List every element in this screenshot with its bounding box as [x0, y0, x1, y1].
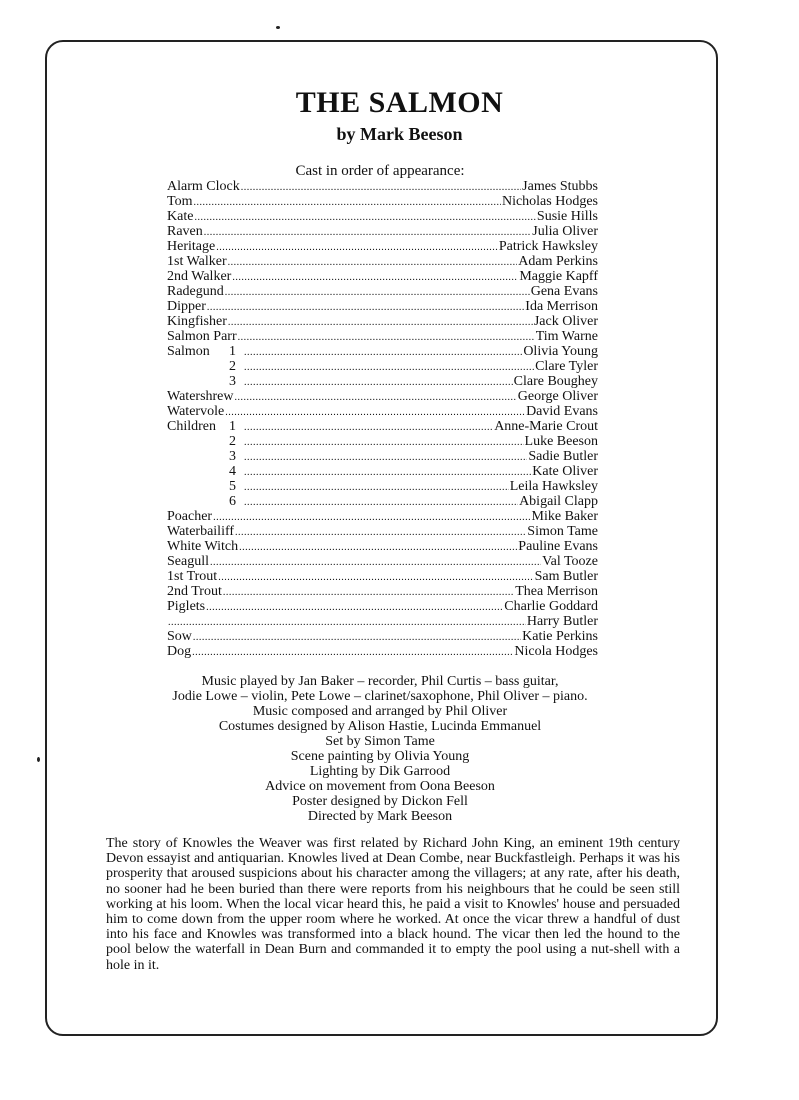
dot-leader [216, 240, 498, 255]
cast-row [167, 419, 598, 434]
cast-row [167, 569, 598, 584]
dot-leader [228, 315, 533, 330]
cast-actor: Susie Hills [536, 209, 598, 224]
dot-leader [193, 195, 500, 210]
cast-actor: Simon Tame [527, 524, 598, 539]
cast-role: Alarm Clock [167, 179, 240, 194]
dot-leader [194, 210, 535, 225]
cast-role: Sow [167, 629, 192, 644]
credit-line: Advice on movement from Oona Beeson [265, 779, 495, 794]
cast-row [167, 269, 598, 284]
credit-line: Costumes designed by Alison Hastie, Lucinda Emmanuel [218, 719, 542, 734]
credit-line: Set by Simon Tame [325, 734, 435, 749]
cast-role: Waterbailiff [167, 524, 235, 539]
cast-row [167, 359, 598, 374]
dot-leader [225, 405, 525, 420]
production-credits [0, 674, 760, 824]
cast-row [167, 464, 598, 479]
dot-leader [207, 300, 524, 315]
cast-row [167, 599, 598, 614]
cast-actor: Patrick Hawksley [498, 239, 598, 254]
cast-role-number: 2 [229, 359, 236, 374]
dot-leader [210, 555, 541, 570]
cast-role-number: 3 [229, 374, 236, 389]
dot-leader [244, 420, 493, 435]
cast-role: Poacher [167, 509, 213, 524]
credit-line: Poster designed by Dickon Fell [292, 794, 468, 809]
page-title: THE SALMON [295, 86, 504, 119]
cast-role: 2nd Walker [167, 269, 232, 284]
cast-actor: Julia Oliver [532, 224, 598, 239]
cast-row [167, 434, 598, 449]
cast-list [167, 179, 598, 659]
dot-leader [244, 465, 531, 480]
cast-row [167, 554, 598, 569]
cast-actor: Clare Boughey [513, 374, 598, 389]
cast-actor: Gena Evans [530, 284, 598, 299]
cast-role-number: 3 [229, 449, 236, 464]
cast-role: Kingfisher [167, 314, 227, 329]
cast-row [167, 224, 598, 239]
cast-row [167, 449, 598, 464]
cast-actor: Luke Beeson [524, 434, 598, 449]
cast-role-number: 1 [229, 344, 236, 359]
cast-actor: Clare Tyler [535, 359, 598, 374]
cast-role: Piglets [167, 599, 206, 614]
cast-actor: Tim Warne [535, 329, 598, 344]
dot-leader [239, 540, 517, 555]
cast-actor: Charlie Goddard [504, 599, 598, 614]
cast-row [167, 284, 598, 299]
cast-actor: Nicola Hodges [514, 644, 598, 659]
dot-leader [244, 480, 509, 495]
dot-leader [244, 450, 527, 465]
cast-actor: Sadie Butler [528, 449, 598, 464]
cast-role: Dog [167, 644, 192, 659]
cast-actor: George Oliver [517, 389, 598, 404]
cast-row [167, 314, 598, 329]
cast-role-number: 1 [229, 419, 236, 434]
cast-row [167, 299, 598, 314]
dot-leader [192, 645, 513, 660]
cast-role: Heritage [167, 239, 216, 254]
cast-role: Kate [167, 209, 194, 224]
cast-actor: Val Tooze [542, 554, 598, 569]
dot-leader [238, 330, 535, 345]
cast-actor: Adam Perkins [518, 254, 598, 269]
cast-actor: Ida Merrison [525, 299, 598, 314]
cast-actor: Abigail Clapp [519, 494, 598, 509]
cast-row [167, 614, 598, 629]
cast-heading: Cast in order of appearance: [295, 163, 465, 179]
cast-row [167, 524, 598, 539]
cast-actor: Anne-Marie Crout [494, 419, 598, 434]
credit-line: Jodie Lowe – violin, Pete Lowe – clarinet/saxophone, Phil Oliver – piano. [172, 689, 588, 704]
dot-leader [241, 180, 521, 195]
cast-actor: Kate Oliver [532, 464, 598, 479]
credit-line: Music composed and arranged by Phil Oliver [252, 704, 508, 719]
cast-role: Children [167, 419, 216, 434]
cast-role: Raven [167, 224, 203, 239]
cast-row [167, 404, 598, 419]
cast-row [167, 329, 598, 344]
dot-leader [244, 435, 524, 450]
cast-row [167, 644, 598, 659]
cast-actor: Harry Butler [526, 614, 598, 629]
cast-role: Radegund [167, 284, 224, 299]
cast-row [167, 374, 598, 389]
dot-leader [223, 585, 514, 600]
cast-role-number: 4 [229, 464, 236, 479]
author-byline: by Mark Beeson [336, 124, 463, 144]
dot-leader [228, 255, 518, 270]
cast-actor: Katie Perkins [522, 629, 598, 644]
cast-role: Seagull [167, 554, 209, 569]
cast-row [167, 509, 598, 524]
cast-role-number: 5 [229, 479, 236, 494]
cast-role: White Witch [167, 539, 239, 554]
dot-leader [218, 570, 533, 585]
dot-leader [244, 375, 513, 390]
dot-leader [213, 510, 530, 525]
cast-row [167, 239, 598, 254]
cast-role-number: 6 [229, 494, 236, 509]
cast-role: 2nd Trout [167, 584, 222, 599]
dot-leader [193, 630, 521, 645]
cast-row [167, 494, 598, 509]
dot-leader [244, 345, 522, 360]
dot-leader [244, 360, 534, 375]
cast-row [167, 254, 598, 269]
cast-role: Tom [167, 194, 193, 209]
credit-line: Directed by Mark Beeson [307, 809, 453, 824]
cast-row [167, 179, 598, 194]
cast-row [167, 539, 598, 554]
cast-actor: James Stubbs [522, 179, 598, 194]
cast-actor: Jack Oliver [533, 314, 598, 329]
dot-leader [235, 390, 517, 405]
cast-role: Watershrew [167, 389, 234, 404]
cast-row [167, 194, 598, 209]
cast-actor: Leila Hawksley [509, 479, 598, 494]
cast-row [167, 209, 598, 224]
dot-leader [235, 525, 526, 540]
cast-row [167, 629, 598, 644]
cast-actor: Mike Baker [531, 509, 598, 524]
cast-row [167, 389, 598, 404]
cast-actor: Pauline Evans [518, 539, 598, 554]
cast-actor: Olivia Young [523, 344, 598, 359]
dot-leader [206, 600, 503, 615]
cast-row [167, 584, 598, 599]
cast-role: Watervole [167, 404, 225, 419]
cast-role-number: 2 [229, 434, 236, 449]
cast-actor: Nicholas Hodges [501, 194, 598, 209]
cast-role: 1st Walker [167, 254, 227, 269]
scan-speck [276, 26, 280, 29]
cast-role: 1st Trout [167, 569, 218, 584]
credit-line: Scene painting by Olivia Young [290, 749, 470, 764]
dot-leader [204, 225, 532, 240]
cast-role: Dipper [167, 299, 206, 314]
cast-role: Salmon Parr [167, 329, 237, 344]
story-paragraph: The story of Knowles the Weaver was first related by Richard John King, an eminent 19th century Devon essayist and antiquarian. Knowles lived at Dean Combe, near Buckfastleigh. Perhaps it was his prosperity that aroused suspicions about his character among the villagers; at any rate, after his death, no sooner had he been buried than there were reports from his neighbours that he could be seen still working at his loom. When the local vicar heard this, he paid a visit to Knowles' house and persuaded him to come down from the upper room where he worked. At once the vicar threw a handful of dust into his face and Knowles was transformed into a black hound. The vicar then led the hound to the pool below the waterfall in Dean Burn and commanded it to empty the pool using a nut-shell with a hole in it. [106, 836, 680, 973]
cast-actor: Maggie Kapff [519, 269, 598, 284]
cast-actor: Thea Merrison [515, 584, 598, 599]
dot-leader [232, 270, 518, 285]
cast-actor: David Evans [526, 404, 598, 419]
cast-role: Salmon [167, 344, 210, 359]
cast-row [167, 344, 598, 359]
dot-leader [225, 285, 530, 300]
cast-actor: Sam Butler [534, 569, 598, 584]
dot-leader [244, 495, 518, 510]
dot-leader [168, 615, 526, 630]
credit-line: Music played by Jan Baker – recorder, Phil Curtis – bass guitar, [201, 674, 559, 689]
credit-line: Lighting by Dik Garrood [309, 764, 451, 779]
cast-row [167, 479, 598, 494]
